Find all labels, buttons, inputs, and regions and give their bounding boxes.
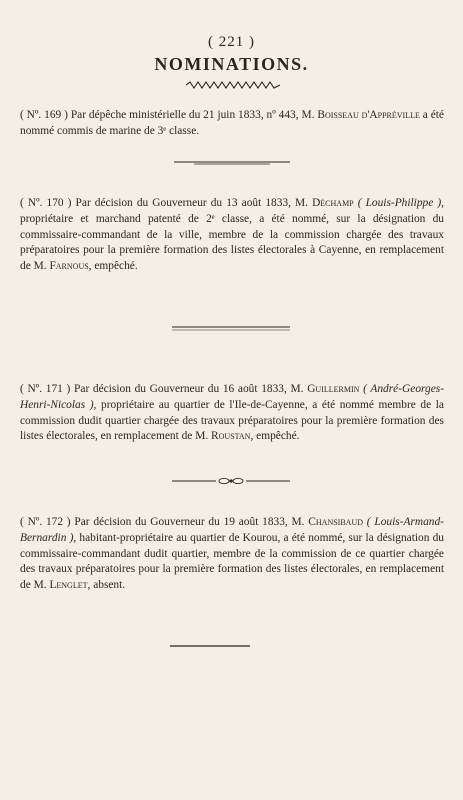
person-name: Chansibaud [308, 516, 364, 528]
person-name: Déchamp [312, 197, 354, 209]
entry-text: Par décision du Gouverneur du 13 août 1833, M. [71, 197, 313, 209]
entry-text: , empêché. [250, 430, 300, 443]
entry-171 [20, 382, 444, 445]
person-given-names: ( Louis-Armand-Bernardin ), [20, 516, 444, 544]
separator-rule [174, 156, 290, 168]
separator-rule [170, 640, 250, 652]
person-given-names: ( André-Georges-Henri-Nicolas ), [20, 383, 444, 411]
replaced-person-name: Lenglet [49, 579, 88, 592]
person-name: Guillermin [307, 383, 360, 395]
entry-text: , empêché. [88, 260, 138, 273]
separator-rule [172, 475, 290, 487]
replaced-person-name: Farnous [49, 260, 89, 273]
entry-text: Par décision du Gouverneur du 16 août 1833, M. [70, 383, 308, 395]
entry-text: Par dépêche ministérielle du 21 juin 1833, nº 443, M. [67, 109, 318, 121]
entry-number: ( Nº. 172 ) [20, 516, 71, 528]
entry-text: Par décision du Gouverneur du 19 août 1833, M. [70, 516, 309, 528]
entry-text: propriétaire et marchand patenté de 2ᵉ classe, a été nommé, sur la désignation du commissaire-commandant de la ville, membre de la commission chargée des travaux préparatoires pour la première formation des listes électorales à Cayenne, en remplacement de M. [20, 212, 444, 273]
entry-number: ( Nº. 171 ) [20, 383, 71, 395]
separator-rule [172, 323, 290, 335]
entry-text: a été nommé commis de marine de 3ᵉ classe. [20, 109, 444, 137]
entry-text: , absent. [87, 579, 126, 592]
page-number: ( 221 ) [208, 34, 255, 50]
title-ornament [186, 80, 280, 90]
person-given-names: ( Louis-Philippe ), [357, 197, 444, 209]
entry-170 [20, 196, 444, 275]
entry-number: ( Nº. 169 ) [20, 109, 68, 121]
page-title: NOMINATIONS. [154, 54, 309, 74]
entry-text: habitant-propriétaire au quartier de Kourou, a été nommé, sur la désignation du commissaire-commandant dudit quartier, membre de la commission de ce quartier chargée des travaux préparatoires pour la première formation des listes électorales, en remplacement de M. [20, 531, 445, 592]
entry-text: propriétaire au quartier de l'Ile-de-Cayenne, a été nommé membre de la commission dudit quartier chargée des travaux préparatoires pour la première formation des listes électorales, en remplacement de M. [20, 398, 444, 443]
entry-172 [20, 515, 444, 594]
entry-number: ( Nº. 170 ) [20, 197, 72, 209]
entry-169 [20, 108, 444, 140]
person-name: Boisseau d'Appréville [317, 109, 420, 121]
replaced-person-name: Roustan [211, 430, 251, 443]
